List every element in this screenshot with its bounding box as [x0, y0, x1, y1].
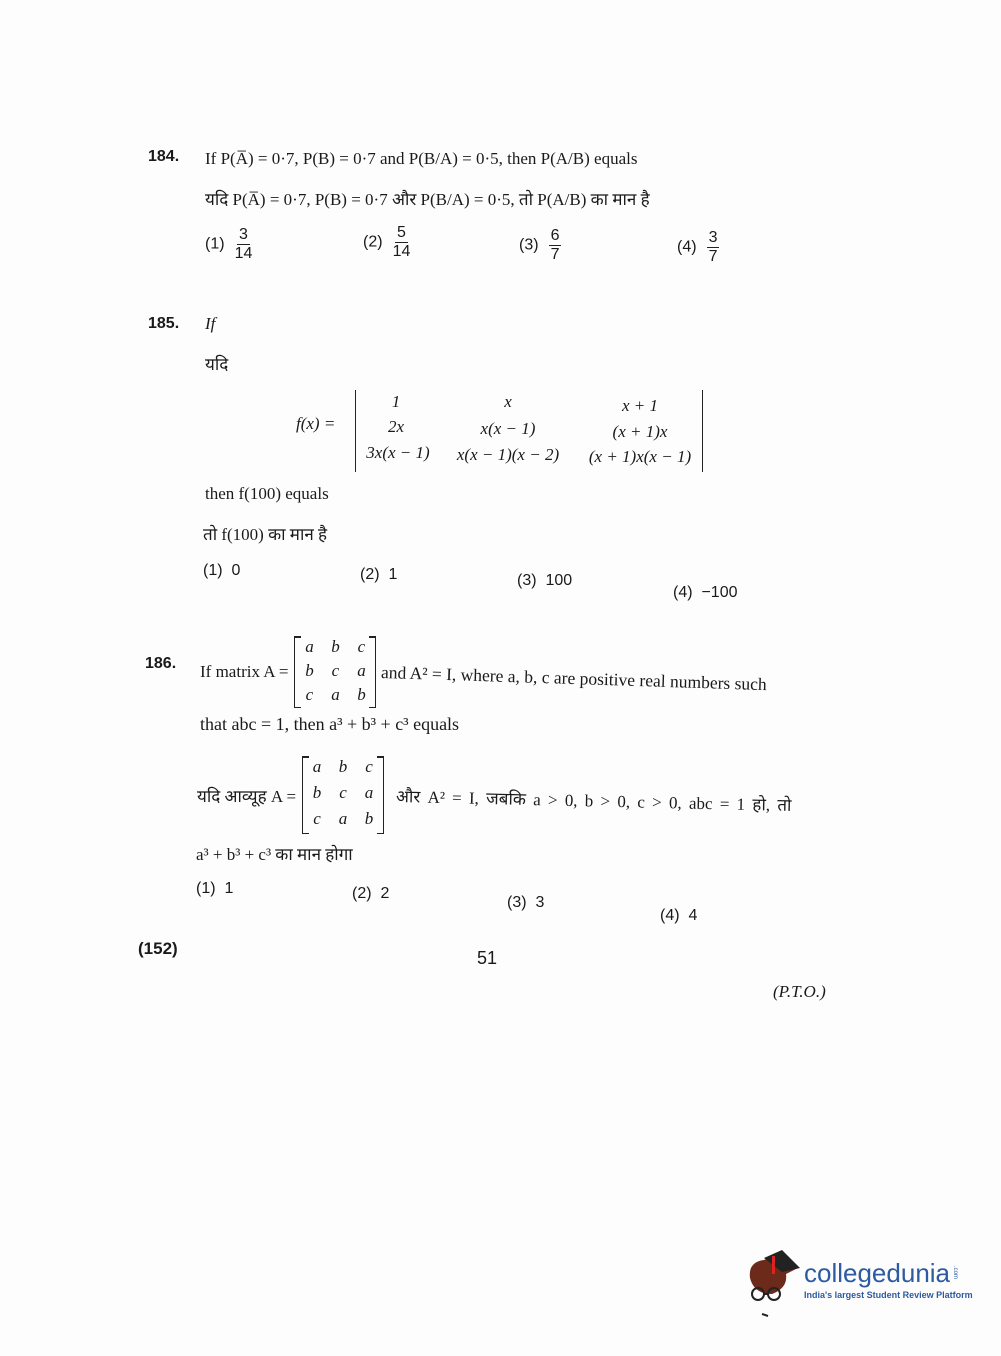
matrix-cell: b: [312, 783, 322, 802]
matrix-cell: b: [338, 757, 348, 776]
option-2: (2) 1: [360, 566, 398, 583]
question-text-en: that abc = 1, then a³ + b³ + c³ equals: [200, 714, 460, 734]
question-text-hi: a³ + b³ + c³ का मान होगा: [196, 845, 353, 864]
option-4: (4) $\frac{3}{7}$: [677, 229, 718, 265]
pto-label: (P.T.O.): [773, 982, 826, 1001]
question-text-en: and A² = I, where a, b, c are positive real numbers such: [381, 661, 768, 694]
matrix-cell: a: [312, 757, 322, 776]
matrix-cell: a: [331, 685, 340, 704]
det-cell: 2x: [387, 417, 405, 436]
question-text-hi: यदि आव्यूह A =: [197, 786, 297, 806]
determinant: [355, 390, 703, 472]
matrix-cell: c: [331, 661, 340, 680]
question-number: 184.: [148, 148, 180, 165]
matrix-cell: c: [357, 637, 366, 656]
option-1: (1) $\frac{3}{14}$: [205, 226, 253, 262]
option-4: (4) −100: [673, 584, 738, 601]
matrix-cell: b: [331, 637, 340, 656]
det-cell: 1: [391, 392, 401, 411]
page-number: 51: [477, 948, 498, 968]
question-line-en: [200, 636, 767, 708]
matrix-cell: a: [357, 661, 366, 680]
matrix-cell: b: [357, 685, 366, 704]
matrix: [302, 756, 384, 834]
matrix-cell: c: [305, 685, 314, 704]
question-text-hi: यदि: [205, 355, 229, 374]
det-cell: x(x − 1): [480, 419, 536, 438]
option-4: (4) 4: [660, 907, 698, 924]
paper-code: (152): [138, 939, 178, 958]
question-line-hi: [197, 756, 792, 834]
question-text-hi: तो f(100) का मान है: [203, 525, 328, 544]
det-cell: (x + 1)x: [612, 422, 668, 441]
question-text-en: If P(A̅) = 0·7, P(B) = 0·7 and P(B/A) = 0·5, then P(A/B) equals: [205, 149, 638, 168]
question-text-en: If: [205, 314, 216, 333]
det-cell: x(x − 1)(x − 2): [456, 445, 560, 464]
matrix-cell: c: [313, 809, 321, 828]
matrix-cell: c: [365, 757, 373, 776]
matrix-cell: b: [305, 661, 314, 680]
matrix-cell: b: [364, 809, 374, 828]
logo-name: collegedunia: [804, 1258, 951, 1288]
logo-wordmark: [804, 1258, 973, 1288]
option-3: (3) 100: [517, 572, 573, 589]
logo-tagline: India's largest Student Review Platform: [804, 1290, 973, 1300]
question-number: 185.: [148, 315, 180, 332]
det-cell: 3x(x − 1): [366, 443, 430, 462]
option-1: (1) 0: [203, 562, 241, 579]
matrix-cell: a: [305, 637, 314, 656]
det-cell: x + 1: [621, 396, 659, 415]
matrix: [294, 636, 376, 708]
logo-suffix: .com: [952, 1266, 959, 1280]
option-1: (1) 1: [196, 880, 234, 897]
question-text-en: then f(100) equals: [205, 484, 329, 503]
det-cell: (x + 1)x(x − 1): [588, 447, 692, 466]
logo-text-block: [804, 1258, 973, 1300]
question-text-hi: यदि P(A̅) = 0·7, P(B) = 0·7 और P(B/A) = 0·5, तो P(A/B) का मान है: [205, 190, 650, 209]
option-3: (3) 3: [507, 894, 545, 911]
matrix-cell: c: [339, 783, 347, 802]
option-2: (2) $\frac{5}{14}$: [363, 224, 411, 260]
matrix-cell: a: [338, 809, 348, 828]
function-lhs: f(x) =: [296, 414, 336, 433]
option-3: (3) $\frac{6}{7}$: [519, 227, 560, 263]
question-number: 186.: [145, 655, 177, 672]
option-2: (2) 2: [352, 885, 390, 902]
collegedunia-logo: [742, 1248, 973, 1318]
question-text-en: If matrix A =: [200, 662, 289, 681]
matrix-cell: a: [364, 783, 374, 802]
mascot-icon: [742, 1248, 800, 1318]
det-cell: x: [504, 392, 512, 411]
question-text-hi: और A² = I, जबकि a > 0, b > 0, c > 0, abc = 1 हो, तो: [395, 786, 792, 815]
